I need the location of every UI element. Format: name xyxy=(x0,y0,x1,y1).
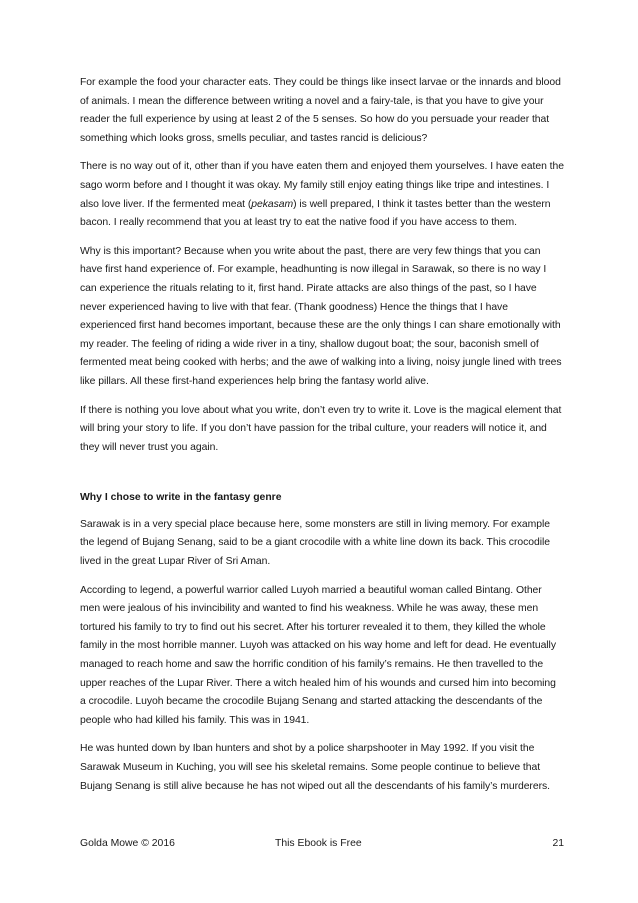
paragraph-importance: Why is this important? Because when you write about the past, there are very few things that you can have first hand experience of. For example, headhunting is now illegal in Sarawak, so there is no way I can experience the rituals relating to it, first hand. Pirate attacks are also things of the past, so I have never experienced having to live with that fear. (Thank goodness) Hence the things that I have experienced first hand becomes important, because these are the only things I can share emotionally with my reader. The feeling of riding a wide river in a tiny, shallow dugout boat; the sour, baconish smell of fermented meat being cooked with herbs; and the awe of walking into a living, noisy jungle lined with trees like pillars. All these first-hand experiences help bring the fantasy world alive. xyxy=(80,245,562,387)
page-footer xyxy=(80,835,564,853)
section-heading: Why I chose to write in the fantasy genre xyxy=(80,492,282,504)
page-body xyxy=(80,74,564,806)
paragraph-love: If there is nothing you love about what you write, don’t even try to write it. Love is the magical element that will bring your story to life. If you don’t have passion for the tribal culture, your readers will notice it, and they will never trust you again. xyxy=(80,404,562,453)
paragraph-eaten-end: ) is well prepared, I think it tastes better than the western bacon. I really recommend that you at least try to eat the native food if you have access to them. xyxy=(80,198,551,229)
paragraph-sarawak: Sarawak is in a very special place because here, some monsters are still in living memory. For example the legend of Bujang Senang, said to be a giant crocodile with a white line down its back. This crocodile lived in the great Lupar River of Sri Aman. xyxy=(80,518,550,568)
footer-ebook-notice: This Ebook is Free xyxy=(275,838,362,849)
pekasam-term: pekasam xyxy=(251,198,294,210)
footer-copyright: Golda Mowe © 2016 xyxy=(80,838,175,849)
paragraph-hunted: He was hunted down by Iban hunters and shot by a police sharpshooter in May 1992. If you visit the Sarawak Museum in Kuching, you will see his skeletal remains. Some people continue to believe that Bujang Senang is still alive because he has not wiped out all the descendants of his family’s murderers. xyxy=(80,743,550,792)
paragraph-food: For example the food your character eats. They could be things like insect larvae or the innards and blood of animals. I mean the difference between writing a novel and a fairy-tale, is that you have to give your reader the full experience by using at least 2 of the 5 senses. So how do you persuade your reader that something which looks gross, smells peculiar, and tastes rancid is delicious? xyxy=(80,77,561,144)
paragraph-legend: According to legend, a powerful warrior called Luyoh married a beautiful woman called Bintang. Other men were jealous of his invincibility and wanted to find his weakness. While he was away, these men tortured his family to try to find out his secret. After his torturer revealed it to them, they killed the whole family in the most horrible manner. Luyoh was attacked on his way home and left for dead. He eventually managed to reach home and saw the horrific condition of his family’s remains. He then travelled to the upper reaches of the Lupar River. There a witch healed him of his wounds and cursed him into becoming a crocodile. Luyoh became the crocodile Bujang Senang and started attacking the descendants of the people who had killed his family. This was in 1941. xyxy=(80,584,556,726)
paragraph-eaten-start: There is no way out of it, other than if you have eaten them and enjoyed them yourselves. I have eaten the sago worm before and I thought it was okay. My family still enjoy eating things like tripe and intestines. I also love liver. If the fermented meat ( xyxy=(80,161,564,210)
paragraph-eaten xyxy=(80,158,564,232)
page-number: 21 xyxy=(552,838,564,849)
